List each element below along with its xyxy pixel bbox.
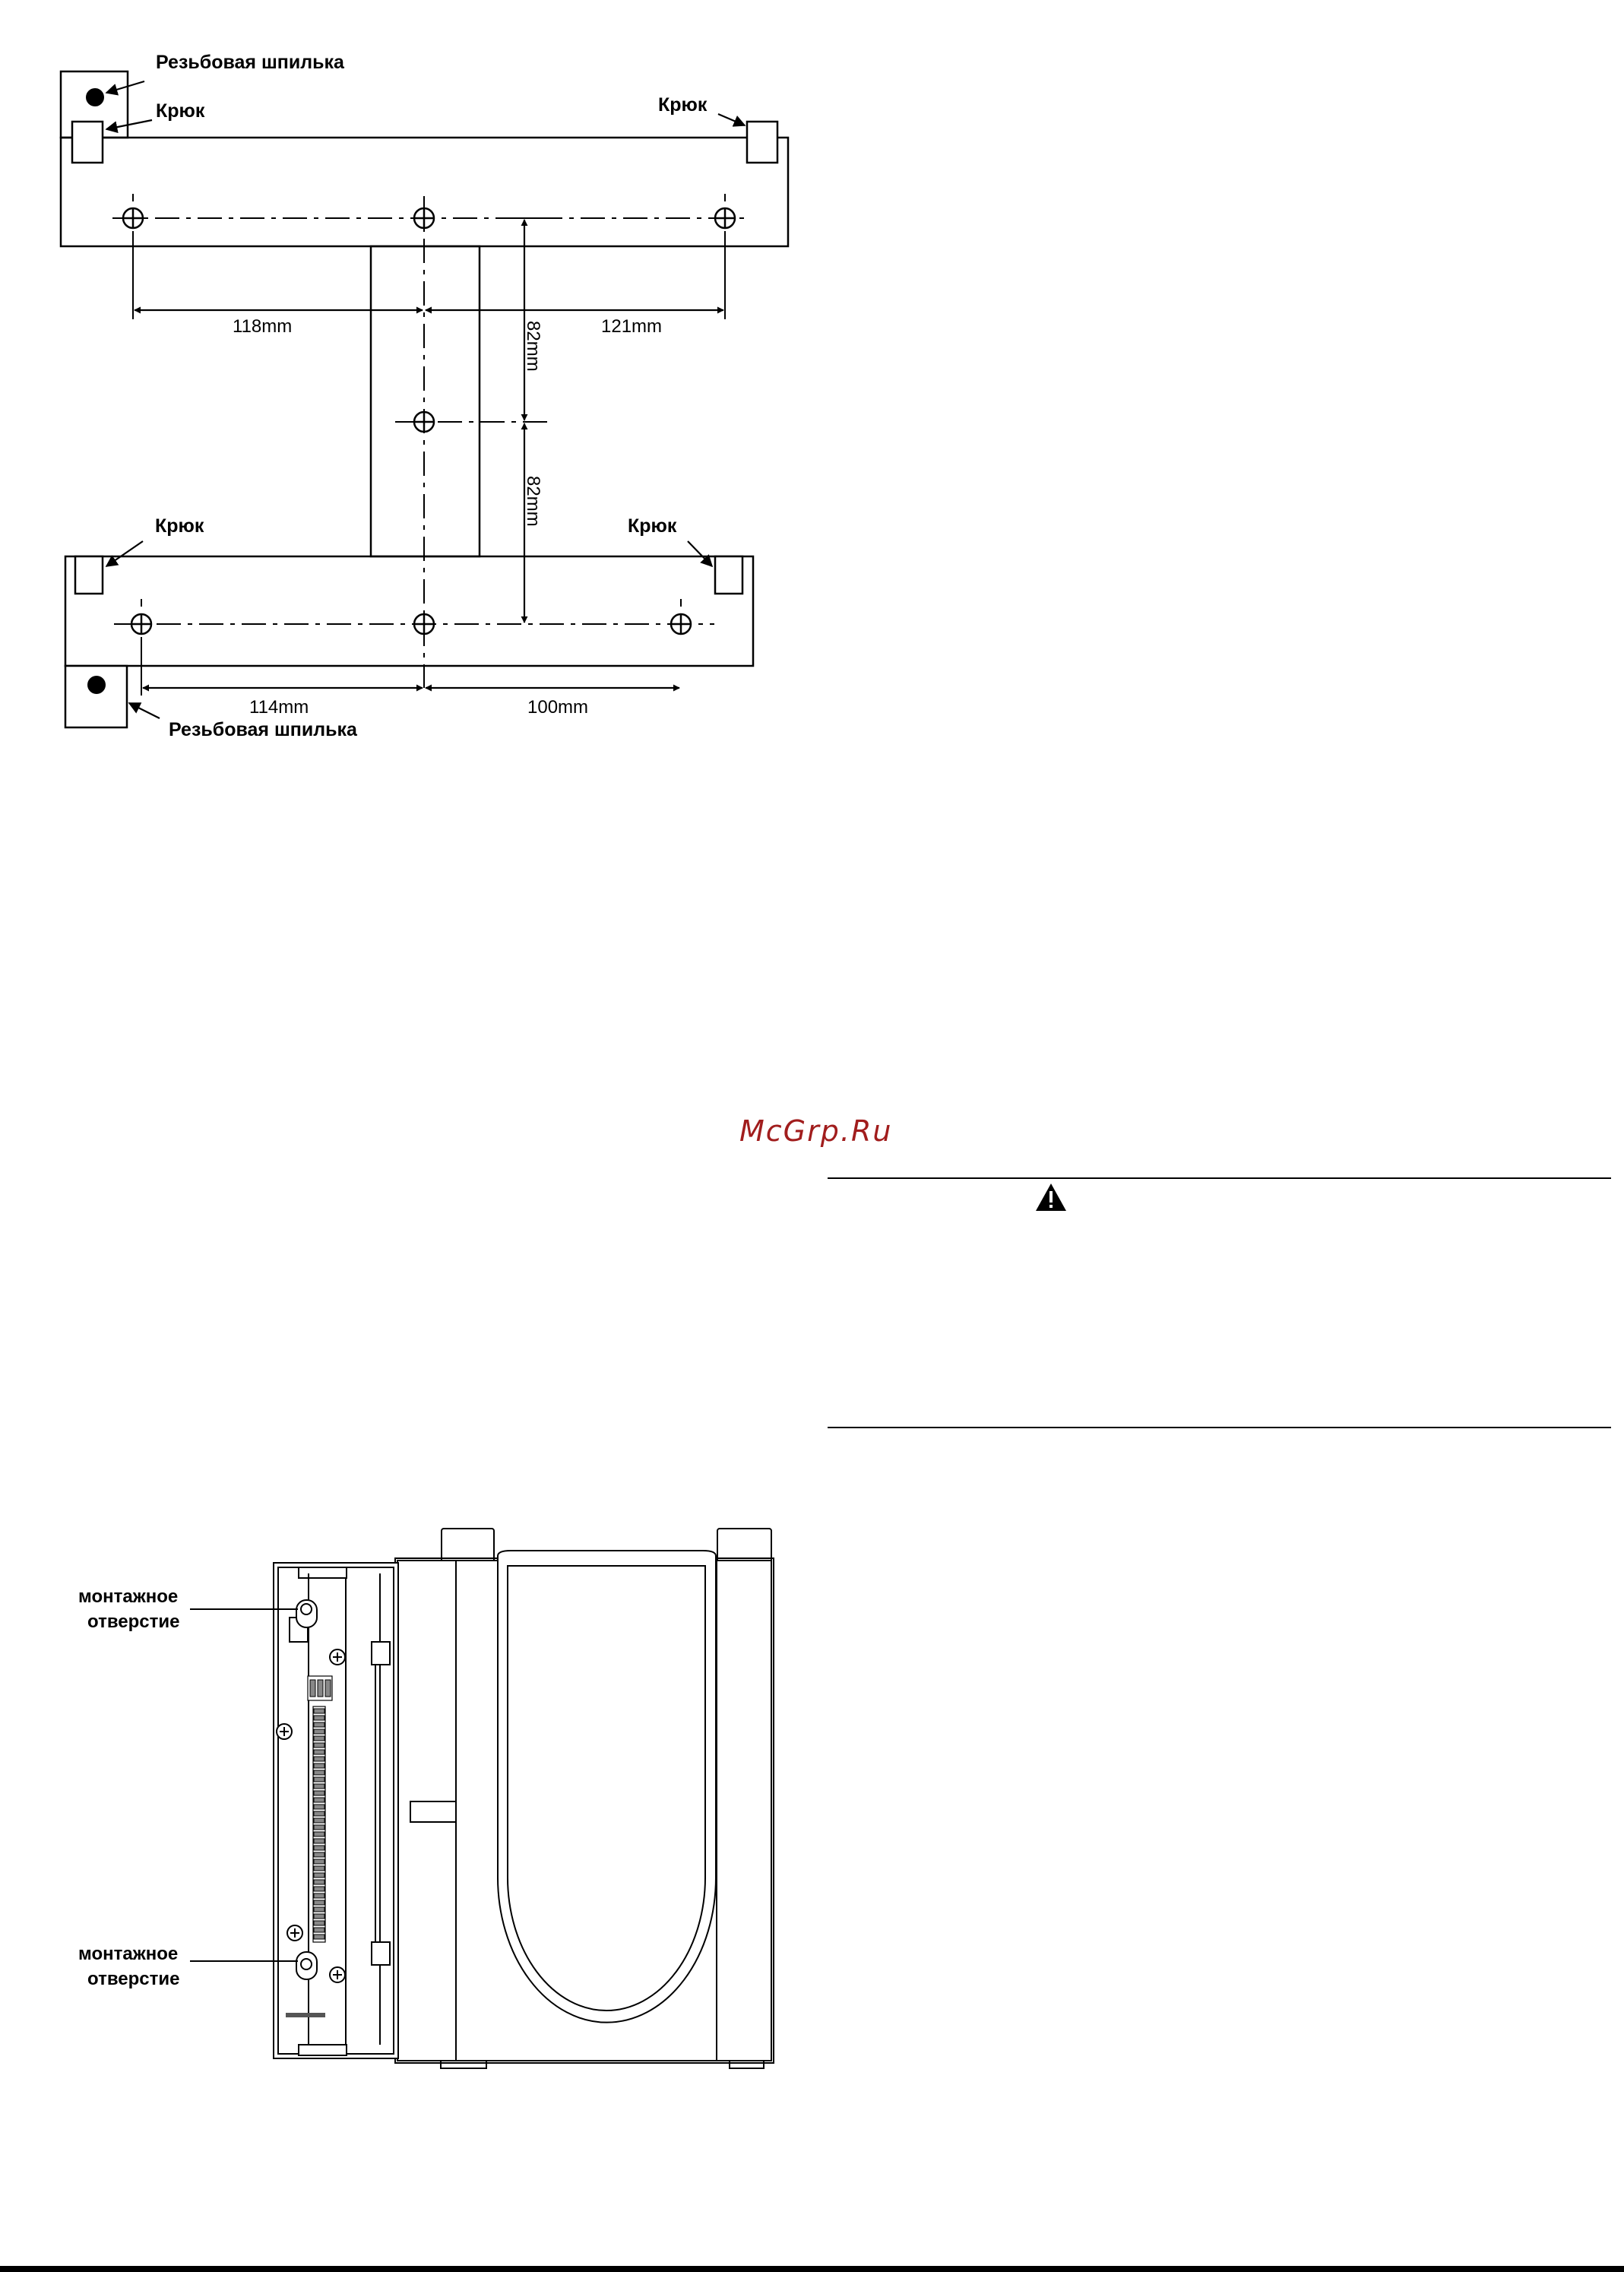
mount-hole-label-bottom-line2: отверстие xyxy=(87,1969,180,1989)
terminal-pin xyxy=(314,1873,324,1877)
terminal-pin xyxy=(314,1914,324,1919)
connector-pin xyxy=(318,1680,323,1697)
hook-label-top-right: Крюк xyxy=(658,94,708,116)
terminal-pin xyxy=(314,1743,324,1748)
terminal-pin xyxy=(314,1763,324,1768)
hook-label-bottom-right: Крюк xyxy=(628,515,677,537)
hook-label-bottom-left: Крюк xyxy=(155,515,204,537)
dim-82-upper: 82mm xyxy=(523,321,543,372)
dim-121: 121mm xyxy=(601,316,663,337)
dim-82-lower: 82mm xyxy=(523,476,543,527)
terminal-pin xyxy=(314,1716,324,1720)
page-bottom-rule xyxy=(0,2266,1624,2272)
connector-pin xyxy=(325,1680,331,1697)
terminal-pin xyxy=(314,1928,324,1932)
terminal-pin xyxy=(314,1935,324,1939)
dim-114: 114mm xyxy=(249,697,309,718)
terminal-pin xyxy=(314,1770,324,1775)
terminal-pin xyxy=(314,1921,324,1925)
mount-hole-label-top-line2: отверстие xyxy=(87,1611,180,1632)
hook-label-top-left: Крюк xyxy=(156,100,205,122)
terminal-pin xyxy=(314,1846,324,1850)
terminal-pin xyxy=(314,1811,324,1816)
terminal-pin xyxy=(314,1736,324,1741)
terminal-pin xyxy=(314,1818,324,1823)
terminal-pin xyxy=(314,1866,324,1871)
terminal-pin xyxy=(314,1722,324,1727)
connector-pin xyxy=(310,1680,315,1697)
terminal-pin xyxy=(314,1709,324,1713)
terminal-pin xyxy=(314,1839,324,1843)
terminal-pin xyxy=(314,1852,324,1857)
terminal-pin xyxy=(314,1900,324,1905)
terminal-pin xyxy=(314,1907,324,1912)
dim-100: 100mm xyxy=(527,697,589,718)
terminal-pin xyxy=(314,1750,324,1754)
terminal-pin xyxy=(314,1859,324,1864)
terminal-pin xyxy=(314,1784,324,1789)
mount-hole-label-top-line1: монтажное xyxy=(78,1586,179,1607)
terminal-pin xyxy=(314,1729,324,1734)
terminal-pin xyxy=(314,1791,324,1795)
dim-118: 118mm xyxy=(233,316,293,337)
terminal-pin xyxy=(314,1893,324,1898)
terminal-pin xyxy=(314,1887,324,1891)
terminal-pin xyxy=(314,1832,324,1836)
terminal-pin xyxy=(314,1805,324,1809)
terminal-pin xyxy=(314,1880,324,1884)
terminal-pin xyxy=(314,1757,324,1761)
stud-label-top: Резьбовая шпилька xyxy=(156,52,344,73)
watermark-text: McGrp.Ru xyxy=(739,1114,893,1148)
terminal-pin xyxy=(314,1777,324,1782)
terminal-pin xyxy=(314,1798,324,1802)
stud-label-bottom: Резьбовая шпилька xyxy=(169,719,357,740)
terminal-pin xyxy=(314,1825,324,1830)
mount-hole-label-bottom-line1: монтажное xyxy=(78,1944,179,1964)
